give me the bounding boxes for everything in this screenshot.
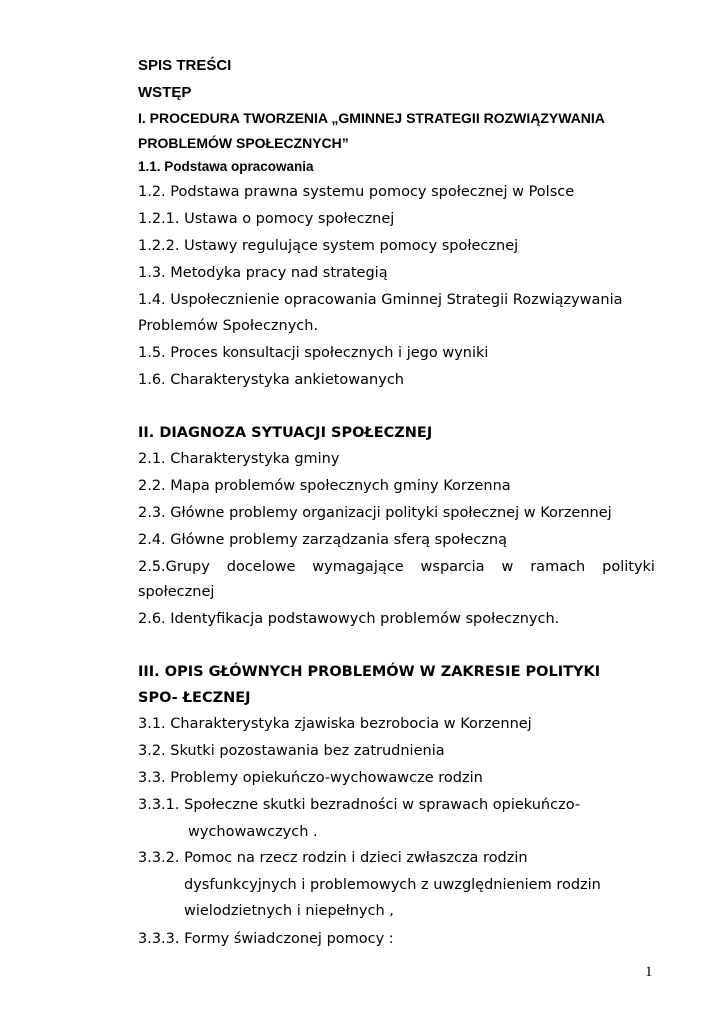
toc-entry-3-1: 3.1. Charakterystyka zjawiska bezrobocia w Korzennej: [138, 716, 532, 732]
toc-entry-2-5-line1: [138, 557, 655, 577]
toc-word: wsparcia: [420, 559, 485, 575]
page-number: 1: [645, 964, 653, 980]
toc-entry-3-2: 3.2. Skutki pozostawania bez zatrudnienia: [138, 743, 445, 759]
toc-entry-wstep: WSTĘP: [138, 84, 192, 101]
toc-entry-2-3: 2.3. Główne problemy organizacji polityki społecznej w Korzennej: [138, 505, 612, 521]
toc-entry-2-2: 2.2. Mapa problemów społecznych gminy Korzenna: [138, 478, 511, 494]
toc-entry-3-3-3: 3.3.3. Formy świadczonej pomocy :: [138, 931, 394, 947]
toc-entry-1-4-line1: 1.4. Uspołecznienie opracowania Gminnej Strategii Rozwiązywania: [138, 292, 623, 308]
toc-word: w: [501, 559, 514, 575]
toc-entry-1-3: 1.3. Metodyka pracy nad strategią: [138, 265, 388, 281]
toc-entry-3-3-2-line2: dysfunkcyjnych i problemowych z uwzględnieniem rodzin: [184, 877, 601, 893]
toc-title: SPIS TREŚCI: [138, 57, 232, 74]
toc-entry-1-4-line2: Problemów Społecznych.: [138, 318, 319, 334]
toc-entry-2-4: 2.4. Główne problemy zarządzania sferą społeczną: [138, 532, 508, 548]
toc-entry-1-6: 1.6. Charakterystyka ankietowanych: [138, 372, 404, 388]
toc-entry-2-5-line2: społecznej: [138, 584, 215, 600]
chapter1-heading-line1: I. PROCEDURA TWORZENIA „GMINNEJ STRATEGII ROZWIĄZYWANIA: [138, 110, 605, 126]
toc-entry-3-3-1-line1: 3.3.1. Społeczne skutki bezradności w sprawach opiekuńczo-: [138, 797, 581, 813]
toc-word: ramach: [530, 559, 586, 575]
toc-entry-3-3-1-line2: wychowawczych .: [188, 824, 318, 840]
toc-entry-3-3-2-line1: 3.3.2. Pomoc na rzecz rodzin i dzieci zwłaszcza rodzin: [138, 850, 528, 866]
toc-entry-3-3: 3.3. Problemy opiekuńczo-wychowawcze rodzin: [138, 770, 483, 786]
toc-entry-1-2-1: 1.2.1. Ustawa o pomocy społecznej: [138, 211, 395, 227]
toc-word: docelowe: [226, 559, 296, 575]
toc-entry-1-5: 1.5. Proces konsultacji społecznych i jego wyniki: [138, 345, 489, 361]
chapter1-heading-line2: PROBLEMÓW SPOŁECZNYCH”: [138, 135, 349, 151]
toc-entry-2-1: 2.1. Charakterystyka gminy: [138, 451, 340, 467]
toc-entry-3-3-2-line3: wielodzietnych i niepełnych ,: [184, 903, 394, 919]
toc-word: polityki: [602, 559, 655, 575]
toc-entry-1-1: 1.1. Podstawa opracowania: [138, 159, 314, 174]
toc-entry-1-2: 1.2. Podstawa prawna systemu pomocy społecznej w Polsce: [138, 184, 575, 200]
toc-word: wymagające: [312, 559, 404, 575]
chapter2-heading: II. DIAGNOZA SYTUACJI SPOŁECZNEJ: [138, 425, 433, 441]
toc-entry-1-2-2: 1.2.2. Ustawy regulujące system pomocy społecznej: [138, 238, 519, 254]
toc-entry-2-6: 2.6. Identyfikacja podstawowych problemów społecznych.: [138, 611, 560, 627]
toc-word: 2.5.Grupy: [138, 559, 210, 575]
chapter3-heading-line1: III. OPIS GŁÓWNYCH PROBLEMÓW W ZAKRESIE POLITYKI: [138, 664, 601, 680]
chapter3-heading-line2: SPO- ŁECZNEJ: [138, 690, 251, 706]
